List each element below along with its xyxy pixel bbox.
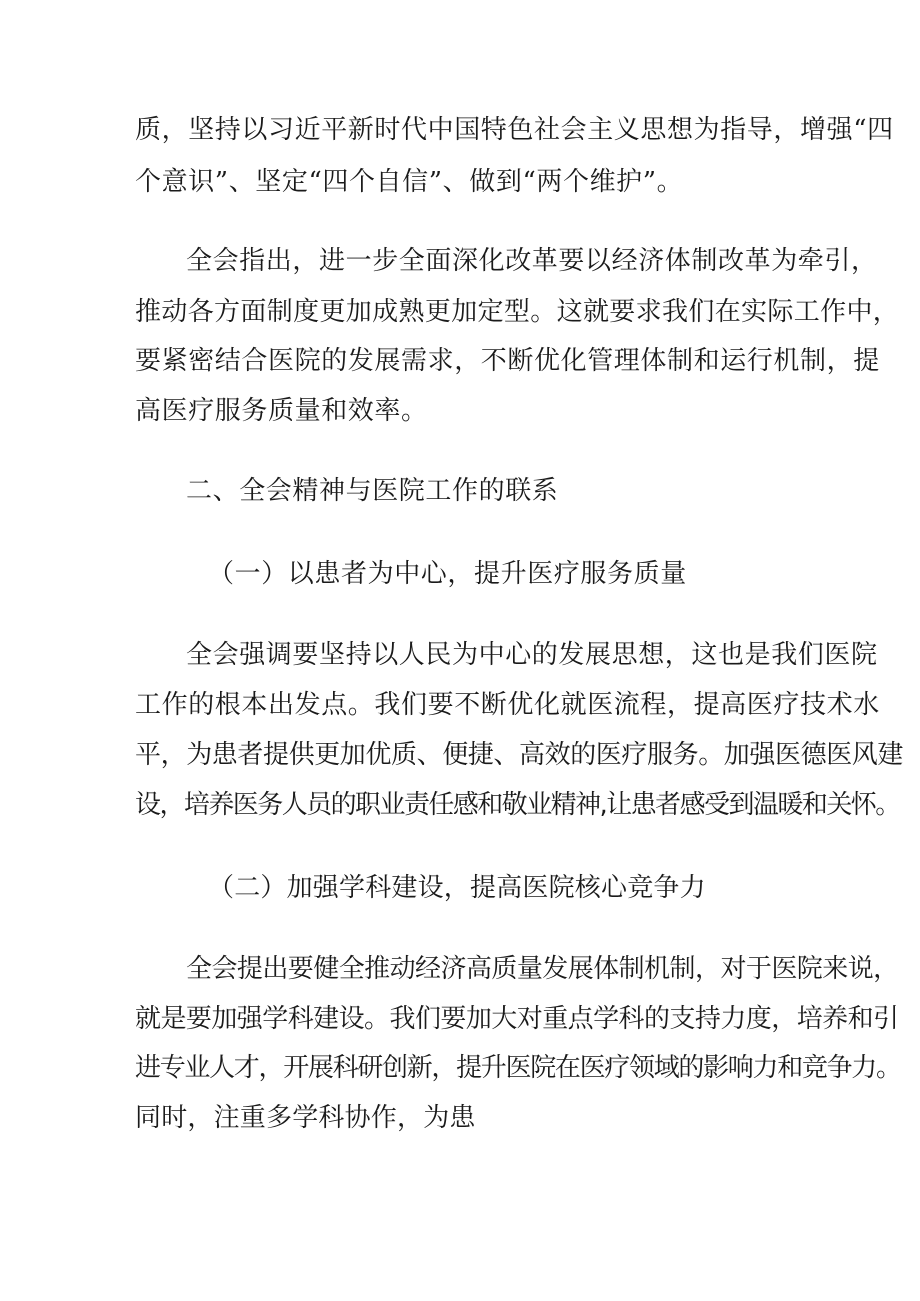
paragraph-line: 质，坚持以习近平新时代中国特色社会主义思想为指导，增强“四 <box>135 115 894 145</box>
paragraph-line: 推动各方面制度更加成熟更加定型。这就要求我们在实际工作中， <box>135 297 900 327</box>
subsection-heading: （二）加强学科建设，提高医院核心竞争力 <box>208 873 706 903</box>
text-run: 优质、便捷、高效的医疗服务。加强医德医风建 <box>365 740 904 770</box>
subsection-heading: （一）以患者为中心，提升医疗服务质量 <box>208 559 687 589</box>
paragraph-line: 同时，注重多学科协作，为患 <box>135 1103 476 1133</box>
paragraph-line: 高医疗服务质量和效率。 <box>135 396 428 426</box>
text-run: 平，为患者提供更加 <box>135 740 366 770</box>
paragraph-line: 要紧密结合医院的发展需求，不断优化管理体制和运行机制，提 <box>135 346 880 376</box>
paragraph-line: 设，培养医务人员的职业责任感和敬业精神,让患者感受到温暖和关怀。 <box>135 790 900 820</box>
paragraph-line <box>135 737 903 773</box>
section-heading: 二、全会精神与医院工作的联系 <box>186 476 559 506</box>
paragraph-line: 全会强调要坚持以人民为中心的发展思想，这也是我们医院 <box>186 640 878 670</box>
paragraph-line: 就是要加强学科建设。我们要加大对重点学科的支持力度，培养和引 <box>135 1004 899 1034</box>
paragraph-line: 进专业人才，开展科研创新，提升医院在医疗领域的影响力和竞争力。 <box>135 1053 901 1083</box>
paragraph-line: 个意识”、坚定“四个自信”、做到“两个维护”。 <box>135 167 684 197</box>
paragraph-line: 工作的根本出发点。我们要不断优化就医流程，提高医疗技术水 <box>135 690 880 720</box>
paragraph-line: 全会提出要健全推动经济高质量发展体制机制，对于医院来说， <box>186 954 899 984</box>
paragraph-line: 全会指出，进一步全面深化改革要以经济体制改革为牵引， <box>186 246 878 276</box>
